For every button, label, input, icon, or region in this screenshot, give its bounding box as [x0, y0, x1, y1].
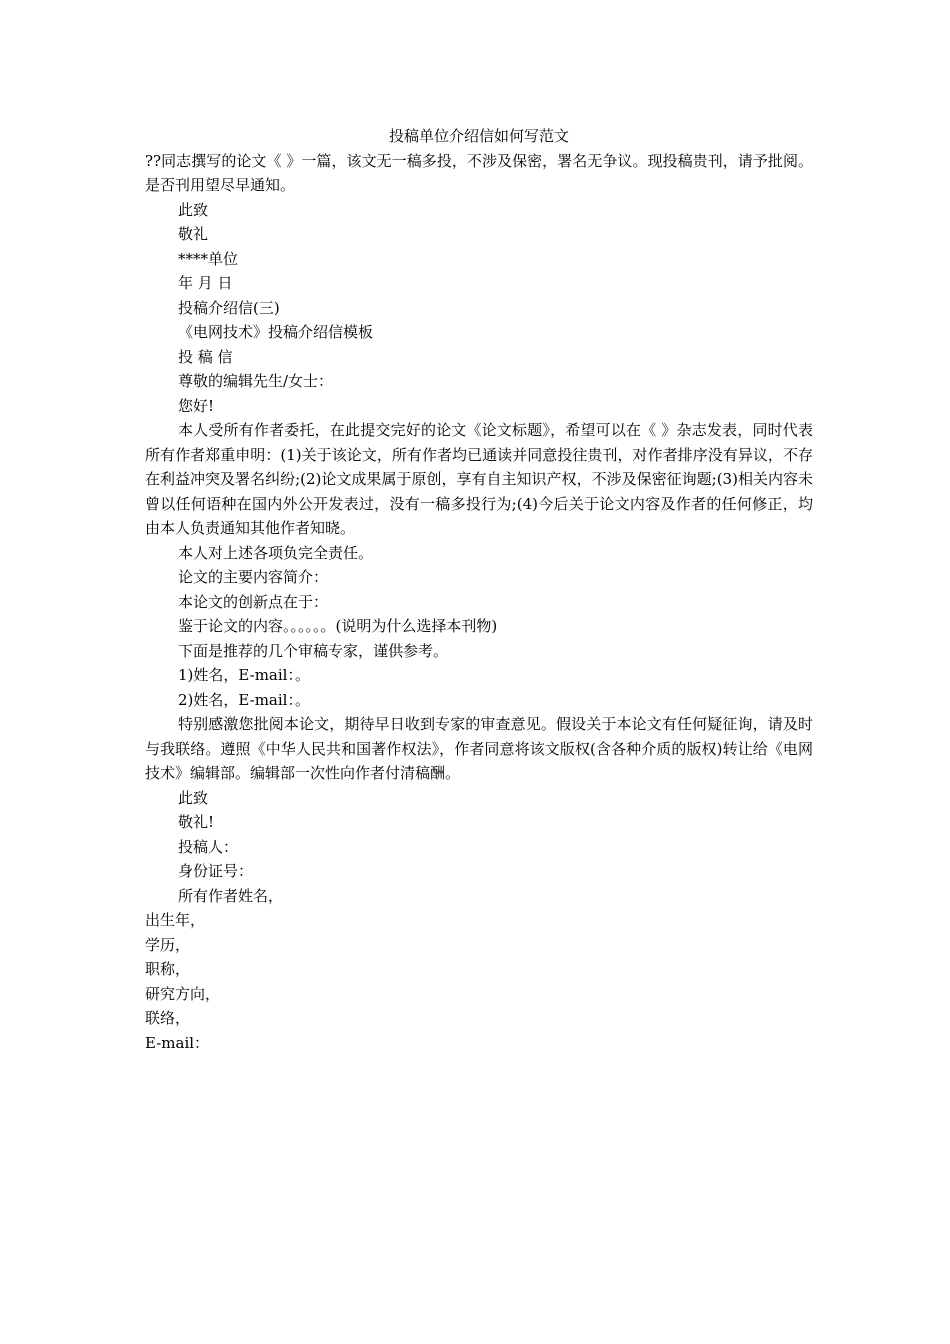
paragraph: 您好!	[178, 396, 215, 415]
paragraph-list	[145, 149, 813, 1056]
paragraph: 联络，	[145, 1009, 191, 1027]
paragraph: 学历，	[145, 935, 191, 954]
paragraph: 下面是推荐的几个审稿专家，谨供参考。	[178, 641, 449, 660]
paragraph: 研究方向，	[145, 984, 221, 1003]
paragraph: ??同志撰写的论文《 》一篇，该文无一稿多投，不涉及保密，署名无争议。现投稿贵刊，请予批阅。是否刊用望尽早通知。	[145, 151, 813, 194]
document-body	[145, 124, 813, 1055]
paragraph: 本人对上述各项负完全责任。	[178, 543, 374, 562]
paragraph: 出生年，	[145, 911, 206, 929]
paragraph: E-mail：	[145, 1033, 210, 1052]
paragraph: 《电网技术》投稿介绍信模板	[178, 323, 374, 341]
paragraph: 投稿人：	[178, 837, 239, 856]
paragraph: 所有作者姓名，	[178, 886, 284, 905]
paragraph: 特别感激您批阅本论文，期待早日收到专家的审查意见。假设关于本论文有任何疑征询，请及时与我联络。遵照《中华人民共和国著作权法》，作者同意将该文版权(含各种介质的版权)转让给《电网技术》编辑部。编辑部一次性向作者付清稿酬。	[145, 715, 813, 782]
paragraph: 年 月 日	[178, 274, 233, 292]
paragraph: 敬礼	[178, 225, 209, 243]
paragraph: 2)姓名，E-mail：。	[178, 690, 310, 709]
paragraph: ****单位	[178, 249, 239, 268]
paragraph: 身份证号：	[178, 862, 254, 880]
paragraph: 投稿介绍信(三)	[178, 298, 280, 317]
paragraph: 本人受所有作者委托，在此提交完好的论文《论文标题》，希望可以在《 》杂志发表，同时代表所有作者郑重申明：(1)关于该论文，所有作者均已通读并同意投往贵刊，对作者排序没有异议，不存在利益冲突及署名纠纷;(2)论文成果属于原创，享有自主知识产权，不涉及保密征询题;(3)相关内容未曾以任何语种在国内外公开发表过，没有一稿多投行为;(4)今后关于论文内容及作者的任何修正，均由本人负责通知其他作者知晓。	[145, 421, 813, 537]
paragraph: 鉴于论文的内容。。。。。。(说明为什么选择本刊物)	[178, 617, 498, 635]
paragraph: 1)姓名，E-mail：。	[178, 666, 310, 684]
paragraph: 本论文的创新点在于：	[178, 592, 329, 611]
paragraph: 论文的主要内容简介：	[178, 568, 329, 586]
paragraph: 此致	[178, 200, 209, 219]
paragraph: 敬礼!	[178, 813, 215, 831]
document-title: 投稿单位介绍信如何写范文	[388, 127, 569, 145]
paragraph: 尊敬的编辑先生/女士：	[178, 372, 334, 390]
paragraph: 职称，	[145, 960, 191, 978]
paragraph: 此致	[178, 788, 209, 807]
paragraph: 投 稿 信	[178, 347, 233, 366]
